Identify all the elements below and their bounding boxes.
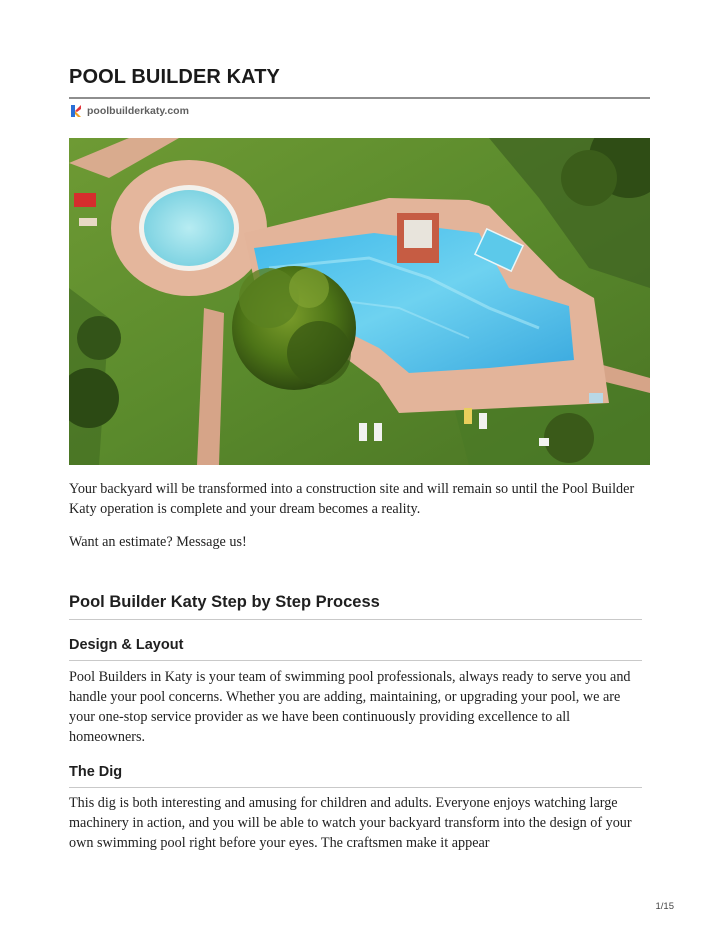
process-divider [69,619,642,620]
hero-image [69,138,650,465]
design-divider [69,660,642,661]
process-heading: Pool Builder Katy Step by Step Process [69,593,380,611]
pool-aerial-photo [69,138,650,465]
source-attribution[interactable] [70,104,189,118]
design-paragraph: Pool Builders in Katy is your team of swimming pool professionals, always ready to serve you and handle your pool concerns. Whether you are adding, maintaining, or upgrading your pool, we are your one-stop service provider as we have been continuously providing excellence to all homeowners. [69,669,631,745]
design-heading: Design & Layout [69,637,184,653]
page-number: 1/15 [655,901,674,912]
site-logo-icon [70,104,82,118]
dig-divider [69,787,642,788]
estimate-cta: Want an estimate? Message us! [69,534,247,550]
dig-heading: The Dig [69,764,123,780]
document-title: POOL BUILDER KATY [69,66,280,88]
dig-paragraph: This dig is both interesting and amusing for children and adults. Everyone enjoys watching large machinery in action, and you will be able to watch your backyard transform into the design of your own swimming pool right before your eyes. The craftsmen make it appear [69,795,632,851]
intro-paragraph: Your backyard will be transformed into a construction site and will remain so until the Pool Builder Katy operation is complete and your dream becomes a reality. [69,481,635,517]
source-link[interactable]: poolbuilderkaty.com [87,105,189,117]
title-divider [69,97,650,99]
